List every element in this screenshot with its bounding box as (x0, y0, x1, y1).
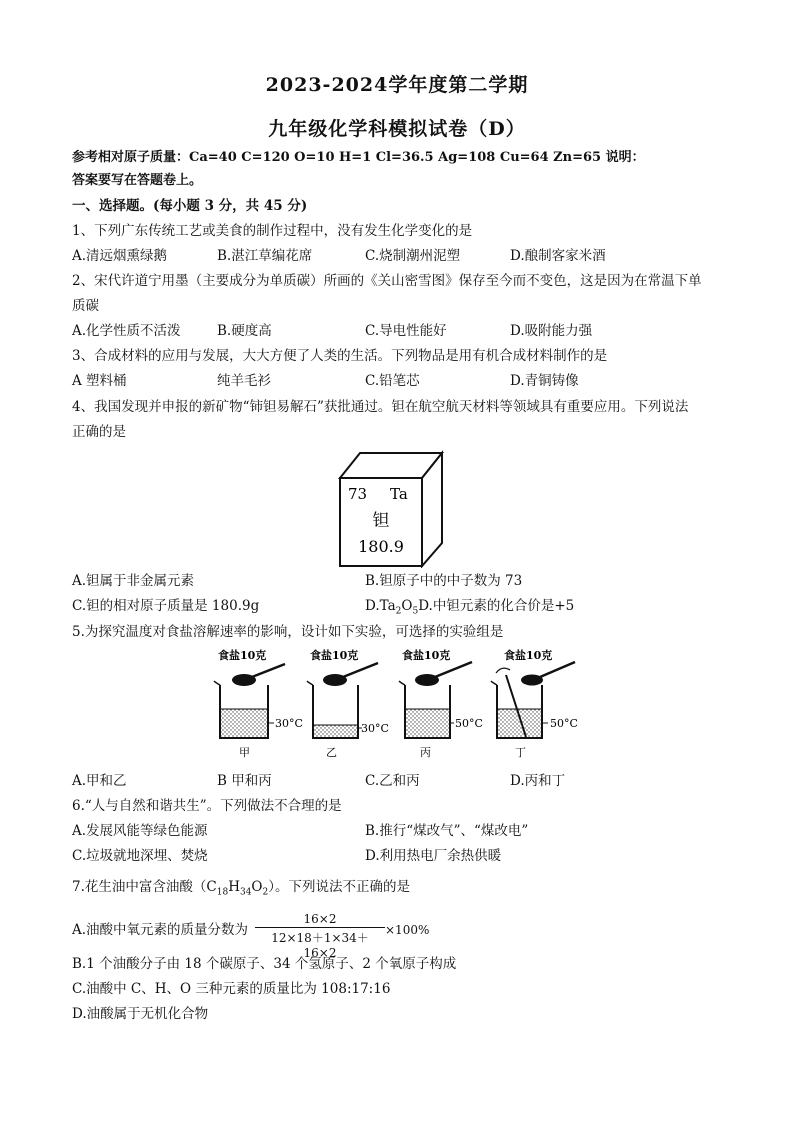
beaker-label: 乙 (326, 746, 337, 759)
question-7-option-b: B.1 个油酸分子由 18 个碳原子、34 个氢原子、2 个氧原子构成 (72, 956, 457, 972)
question-2-stem: 2、宋代许道宁用墨（主要成分为单质碳）所画的《关山密雪图》保存至今而不变色，这是因为在常温下单 (72, 273, 702, 289)
formula-h-count: 34 (239, 887, 252, 898)
question-4-stem: 4、我国发现并申报的新矿物“铈钽易解石”获批通过。钽在航空航天材料等领域具有重要应用。下列说法 (72, 399, 689, 415)
option-b: 纯羊毛衫 (217, 373, 271, 389)
beaker-label: 丁 (515, 746, 526, 759)
reference-masses: 参考相对原子质量：Ca=40 C=120 O=10 H=1 Cl=36.5 Ag=108 Cu=64 Zn=65 说明： (72, 150, 645, 165)
option-d: D.吸附能力强 (510, 323, 593, 339)
formula-o: O (251, 879, 263, 895)
beaker-label: 甲 (239, 746, 250, 759)
question-1-stem: 1、下列广东传统工艺或美食的制作过程中，没有发生化学变化的是 (72, 223, 473, 239)
formula-o: O (401, 598, 413, 614)
beaker-ding (491, 648, 578, 759)
option-d-text: D.中钽元素的化合价是+5 (418, 598, 575, 614)
question-7-option-d: D.油酸属于无机化合物 (72, 1006, 209, 1022)
answer-instruction: 答案要写在答题卷上。 (72, 173, 203, 188)
question-3-stem: 3、合成材料的应用与发展，大大方便了人类的生活。下列物品是用有机合成材料制作的是 (72, 348, 608, 364)
stir-arrow-icon (496, 668, 510, 673)
fraction-suffix: ×100% (385, 923, 430, 937)
option-a: A.化学性质不活泼 (72, 323, 181, 339)
beaker-experiment-figure (210, 645, 590, 765)
salt-label: 食盐10克 (504, 649, 553, 662)
question-7-stem-b: ）。下列说法不正确的是 (268, 879, 410, 895)
option-d: D.酿制客家米酒 (510, 248, 606, 264)
option-d: $D.Ta_2O_5D$.中钽元素的化合价是+5 (365, 598, 575, 617)
question-7-option-c: C.油酸中 C、H、O 三种元素的质量比为 108:17:16 (72, 981, 391, 997)
beaker-jia (214, 648, 303, 759)
option-d: D.丙和丁 (510, 773, 566, 789)
formula-ta: Ta (379, 598, 396, 614)
option-b: B.推行“煤改气”、“煤改电” (365, 823, 529, 839)
oleic-acid-formula (206, 879, 269, 898)
option-b: B.湛江草编花席 (217, 248, 313, 264)
option-d: D.利用热电厂余热供暖 (365, 848, 502, 864)
question-7-stem (72, 877, 410, 903)
formula-c: C (206, 879, 217, 895)
option-b: B.钽原子中的中子数为 73 (365, 573, 523, 589)
formula-o-count: 5 (412, 606, 419, 617)
question-6-stem: 6.“人与自然和谐共生”。下列做法不合理的是 (72, 798, 342, 814)
beaker-bing (399, 648, 483, 759)
temperature-label: 30°C (275, 717, 303, 730)
question-4-stem-cont: 正确的是 (72, 424, 126, 440)
option-d: D.青铜铸像 (510, 373, 579, 389)
option-c: C.烧制潮州泥塑 (365, 248, 461, 264)
atomic-number: 73 (348, 485, 368, 503)
question-2-stem-cont: 质碳 (72, 298, 99, 314)
temperature-label: 50°C (455, 717, 483, 730)
salt-label: 食盐10克 (218, 649, 267, 662)
question-7-stem-a: 7.花生油中富含油酸（ (72, 879, 207, 895)
option-a: A.清远烟熏绿鹅 (72, 248, 168, 264)
option-a: A.甲和乙 (72, 773, 127, 789)
exam-title-year: 2023-2024学年度第二学期 (265, 74, 529, 96)
fraction-denominator: 12×18＋1×34＋16×2 (271, 931, 369, 960)
section-heading: 一、选择题。(每小题 3 分，共 45 分) (72, 198, 308, 214)
option-a: A.钽属于非金属元素 (72, 573, 195, 589)
salt-label: 食盐10克 (310, 649, 359, 662)
formula-ta-count: 2 (395, 606, 402, 617)
element-symbol: Ta (390, 485, 408, 503)
option-b: B 甲和丙 (217, 773, 272, 789)
question-7-option-a: A.油酸中氧元素的质量分数为 (72, 922, 249, 938)
mass-fraction-formula (255, 912, 385, 960)
option-a: A.发展风能等绿色能源 (72, 823, 208, 839)
temperature-label: 30°C (361, 722, 389, 735)
element-name: 钽 (372, 511, 390, 531)
tantalum-element-cube (330, 448, 450, 568)
formula-h: H (228, 879, 240, 895)
salt-label: 食盐10克 (402, 649, 451, 662)
temperature-label: 50°C (550, 717, 578, 730)
beaker-yi (307, 648, 389, 759)
option-c: C.铅笔芯 (365, 373, 420, 389)
question-5-stem: 5.为探究温度对食盐溶解速率的影响，设计如下实验，可选择的实验组是 (72, 624, 504, 640)
formula-c-count: 18 (216, 887, 229, 898)
option-a: A 塑料桶 (72, 373, 127, 389)
option-c: C.导电性能好 (365, 323, 447, 339)
option-c: C.垃圾就地深埋、焚烧 (72, 848, 208, 864)
fraction-numerator: 16×2 (255, 912, 385, 928)
atomic-mass: 180.9 (358, 537, 404, 556)
exam-title-subject: 九年级化学科模拟试卷（D） (268, 118, 526, 140)
formula-o-count: 2 (262, 887, 269, 898)
option-c: C.钽的相对原子质量是 180.9g (72, 598, 260, 614)
beaker-label: 丙 (420, 746, 431, 759)
option-c: C.乙和丙 (365, 773, 420, 789)
option-b: B.硬度高 (217, 323, 272, 339)
